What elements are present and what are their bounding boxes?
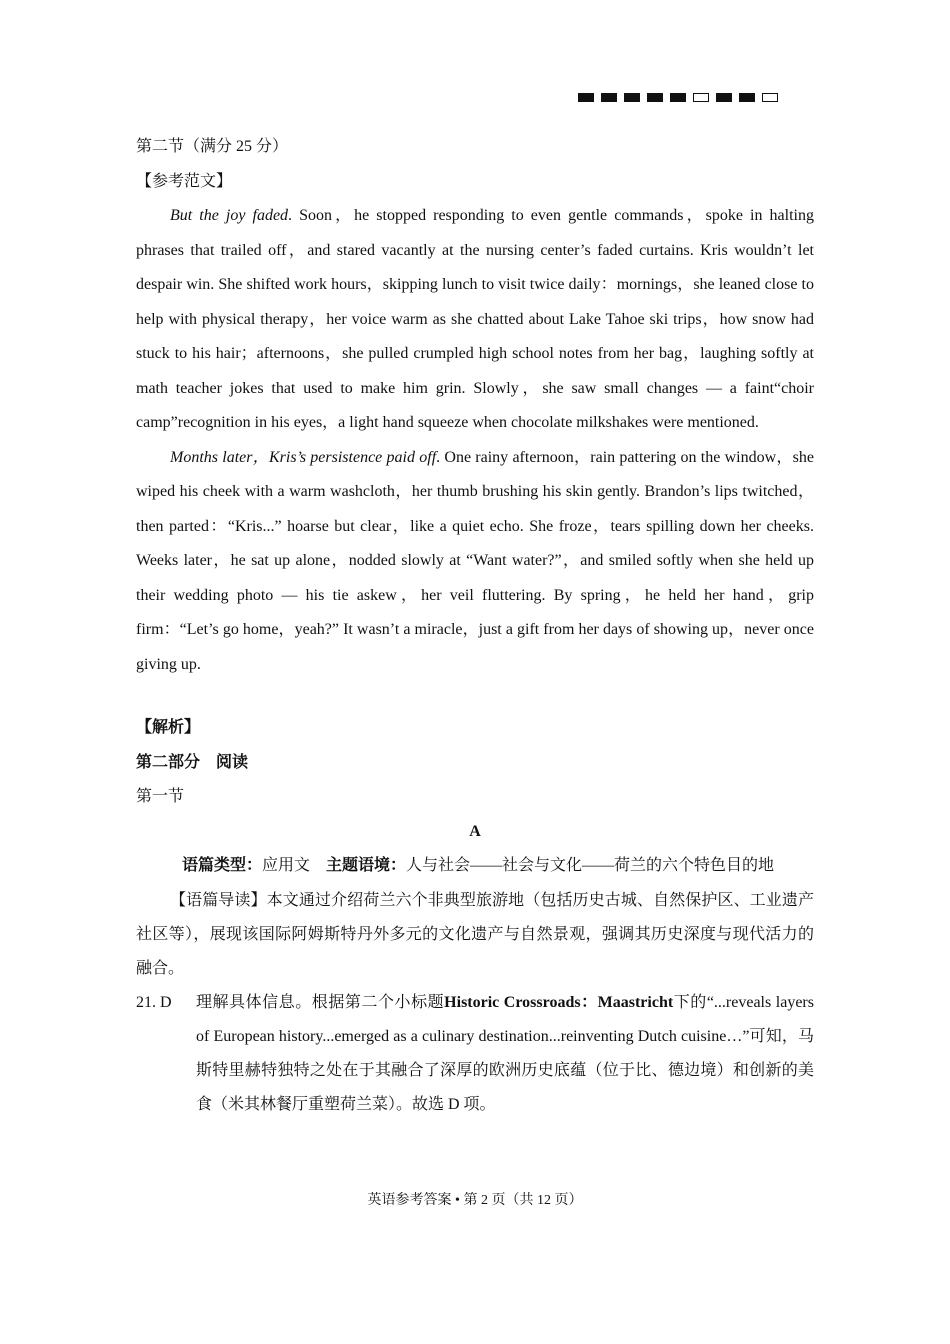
part-heading: 第二部分 阅读 xyxy=(136,753,249,771)
type-label: 语篇类型： xyxy=(182,857,263,874)
model-essay xyxy=(136,199,814,682)
header-mark-filled xyxy=(670,93,686,102)
question-21 xyxy=(136,986,814,1122)
page-content xyxy=(136,130,814,1122)
q21-pre: 理解具体信息。根据第二个小标题 xyxy=(196,993,445,1011)
passage-letter: A xyxy=(469,822,481,840)
guide-paragraph xyxy=(136,884,814,986)
essay-paragraph-2-lead: Months later，Kris’s persistence paid off xyxy=(170,448,437,466)
theme-value: 人与社会——社会与文化——荷兰的六个特色目的地 xyxy=(406,857,775,874)
header-mark-empty xyxy=(762,93,778,102)
question-21-explanation xyxy=(196,986,814,1122)
type-value: 应用文 xyxy=(262,857,327,874)
essay-paragraph-1-body: . Soon，he stopped responding to even gentle commands，spoke in halting phrases that trailed off，and stared vacantly at the nursing center’s faded curtains. Kris wouldn’t let despair win. She shifted work hours，skipping lunch to visit twice daily：mornings，she leaned close to help with physical therapy，her voice warm as she chatted about Lake Tahoe ski trips，how snow had stuck to his hair；afternoons，she pulled crumpled high school notes from her bag，laughing softly at math teacher jokes that used to make him grin. Slowly，she saw small changes — a faint“choir camp”recognition in his eyes，a light hand squeeze when chocolate milkshakes were mentioned. xyxy=(136,207,814,431)
header-mark-filled xyxy=(601,93,617,102)
guide-text: 本文通过介绍荷兰六个非典型旅游地（包括历史古城、自然保护区、工业遗产社区等），展现该国际阿姆斯特丹外多元的文化遗产与自然景观，强调其历史深度与现代活力的融合。 xyxy=(136,891,814,977)
essay-paragraph-1 xyxy=(136,199,814,441)
page-footer: 英语参考答案 • 第 2 页（共 12 页） xyxy=(367,1193,583,1208)
guide-label: 【语篇导读】 xyxy=(170,891,267,909)
header-mark-filled xyxy=(739,93,755,102)
header-mark-filled xyxy=(624,93,640,102)
question-21-number: 21. D xyxy=(136,993,172,1011)
essay-paragraph-1-lead: But the joy faded xyxy=(170,207,289,224)
header-marks xyxy=(578,93,778,102)
header-mark-filled xyxy=(647,93,663,102)
subsection-heading: 第一节 xyxy=(136,788,185,805)
q21-post: 下的“...reveals layers of European history...emerged as a culinary destination...reinventing Dutch cuisine…”可知，马斯特里赫特独特之处在于其融合了深厚的欧洲历史底蕴（位于比、德边境）和创新的美食（米其林餐厅重塑荷兰菜）。故选 D 项。 xyxy=(196,993,814,1113)
essay-paragraph-2-body: . One rainy afternoon，rain pattering on the window，she wiped his cheek with a warm washcloth，her thumb brushing his skin gently. Brandon’s lips twitched，then parted：“Kris...” hoarse but clear，like a quiet echo. She froze，tears spilling down her cheeks. Weeks later，he sat up alone，nodded slowly at “Want water?”，and smiled softly when she held up their wedding photo — his tie askew，her veil fluttering. By spring，he held her hand，grip firm：“Let’s go home，yeah?” It wasn’t a miracle，just a gift from her days of showing up，never once giving up. xyxy=(136,448,814,673)
header-mark-filled xyxy=(578,93,594,102)
theme-label: 主题语境： xyxy=(326,857,407,874)
essay-paragraph-2 xyxy=(136,441,814,683)
header-mark-empty xyxy=(693,93,709,102)
passage-type-line xyxy=(136,849,814,884)
q21-subtitle: Historic Crossroads：Maastricht xyxy=(444,993,674,1011)
header-mark-filled xyxy=(716,93,732,102)
analysis-heading: 【解析】 xyxy=(136,719,201,736)
reference-heading: 【参考范文】 xyxy=(136,172,233,190)
section-title: 第二节（满分 25 分） xyxy=(136,138,289,155)
